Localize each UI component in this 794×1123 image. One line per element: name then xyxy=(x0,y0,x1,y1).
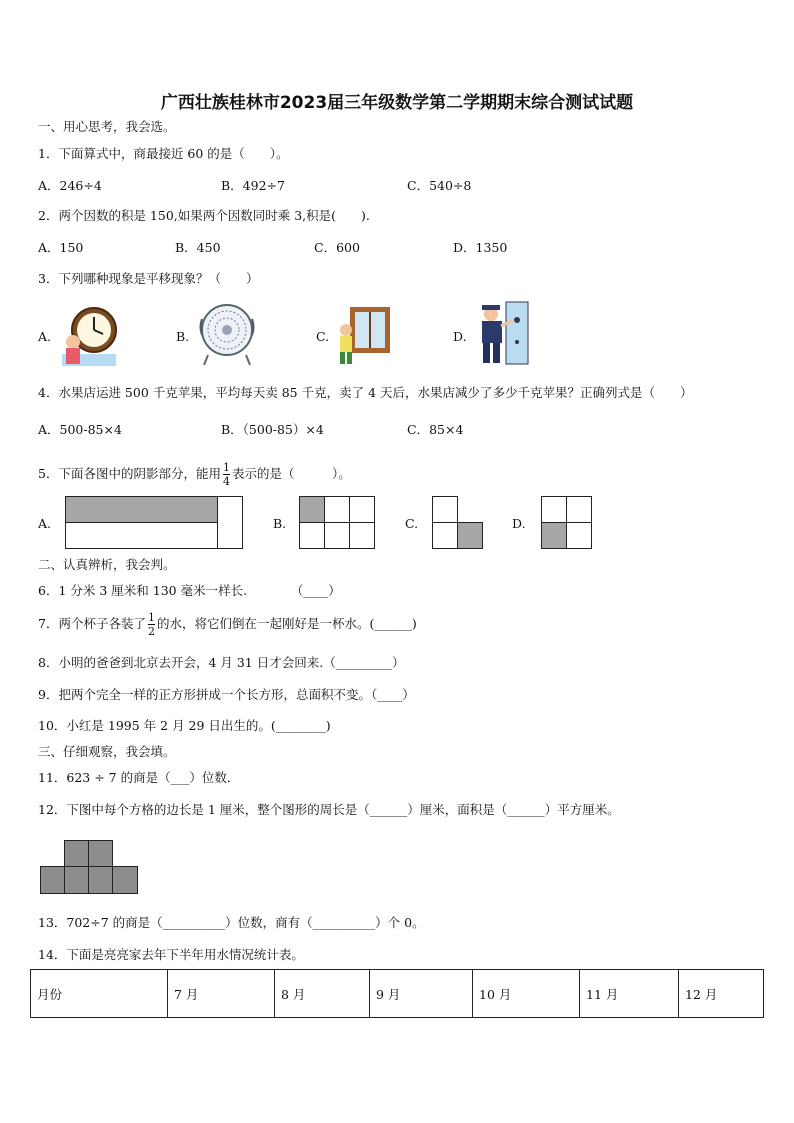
grid-cell xyxy=(349,522,375,549)
q7-text-after: 的水，将它们倒在一起刚好是一杯水。(______) xyxy=(156,616,417,631)
question-12: 12．下图中每个方格的边长是 1 厘米，整个图形的周长是（______）厘米，面积是（______）平方厘米。 xyxy=(38,802,620,817)
table-header-cell: 9 月 xyxy=(370,970,473,1018)
q1-option-a[interactable]: A．246÷4 xyxy=(38,178,102,193)
table-header-cell: 10 月 xyxy=(473,970,580,1018)
grid-cell xyxy=(541,522,567,549)
q4-option-c[interactable]: C．85×4 xyxy=(407,422,464,437)
question-4: 4．水果店运进 500 千克苹果，平均每天卖 85 千克，卖了 4 天后，水果店减少了多少千克苹果？正确列式是（ ） xyxy=(38,385,693,400)
grid-square xyxy=(112,866,138,894)
q5-text-after: 表示的是（ ）。 xyxy=(231,466,351,481)
q5-option-b[interactable]: B. xyxy=(273,516,287,531)
clock-picture-icon xyxy=(60,302,118,366)
question-2: 2．两个因数的积是 150,如果两个因数同时乘 3,积是( ). xyxy=(38,208,370,223)
q5-option-a[interactable]: A. xyxy=(38,516,52,531)
question-5 xyxy=(38,461,351,488)
q2-option-c[interactable]: C．600 xyxy=(314,240,360,255)
q1-option-c[interactable]: C．540÷8 xyxy=(407,178,472,193)
table-header-cell: 7 月 xyxy=(168,970,275,1018)
table-header-cell: 12 月 xyxy=(679,970,764,1018)
grid-cell xyxy=(457,522,483,549)
figure-a-bottom-cell xyxy=(65,522,218,549)
grid-cell xyxy=(566,522,592,549)
question-14: 14．下面是亮亮家去年下半年用水情况统计表。 xyxy=(38,947,304,962)
door-picture-icon xyxy=(474,300,532,366)
grid-square xyxy=(88,840,113,867)
question-11: 11．623 ÷ 7 的商是（___）位数． xyxy=(38,770,240,785)
water-usage-table xyxy=(30,969,764,1018)
figure-a-right-cell xyxy=(217,496,243,549)
q7-text-before: 7．两个杯子各装了 xyxy=(38,616,146,631)
q3-option-b[interactable]: B. xyxy=(176,329,190,344)
q2-option-a[interactable]: A．150 xyxy=(38,240,84,255)
section-1-heading: 一、用心思考，我会选。 xyxy=(38,119,176,134)
table-header-cell: 月份 xyxy=(31,970,168,1018)
section-3-heading: 三、仔细观察，我会填。 xyxy=(38,744,176,759)
grid-square xyxy=(64,840,89,867)
q7-fraction: $\frac{1}{2}$ xyxy=(147,611,155,638)
q4-option-b[interactable]: B．（500-85）×4 xyxy=(221,422,324,437)
grid-cell xyxy=(432,522,458,549)
section-2-heading: 二、认真辨析，我会判。 xyxy=(38,557,176,572)
figure-a-shaded-part xyxy=(65,496,218,523)
question-13: 13．702÷7 的商是（__________）位数，商有（__________）个 0。 xyxy=(38,915,425,930)
grid-cell xyxy=(299,496,325,523)
question-3: 3．下列哪种现象是平移现象？（ ） xyxy=(38,271,259,286)
q2-option-d[interactable]: D．1350 xyxy=(453,240,508,255)
q5-text-before: 5．下面各图中的阴影部分，能用 xyxy=(38,466,221,481)
table-row xyxy=(31,970,764,1018)
page-title: 广西壮族桂林市2023届三年级数学第二学期期末综合测试试题 xyxy=(160,93,634,113)
question-7 xyxy=(38,612,417,638)
window-picture-icon xyxy=(336,304,392,366)
question-1: 1．下面算式中，商最接近 60 的是（ ）。 xyxy=(38,146,289,161)
q4-option-a[interactable]: A．500-85×4 xyxy=(38,422,122,437)
grid-cell xyxy=(566,496,592,523)
fan-picture-icon xyxy=(198,297,256,367)
grid-cell xyxy=(541,496,567,523)
grid-cell xyxy=(299,522,325,549)
q5-option-c[interactable]: C. xyxy=(405,516,419,531)
question-6: 6．1 分米 3 厘米和 130 毫米一样长. （____） xyxy=(38,583,341,598)
grid-square xyxy=(88,866,113,894)
q3-option-c[interactable]: C. xyxy=(316,329,330,344)
grid-square xyxy=(40,866,65,894)
question-9: 9．把两个完全一样的正方形拼成一个长方形，总面积不变。（____） xyxy=(38,687,415,702)
q2-option-b[interactable]: B．450 xyxy=(175,240,221,255)
grid-cell xyxy=(324,496,350,523)
q3-option-a[interactable]: A. xyxy=(38,329,52,344)
table-header-cell: 8 月 xyxy=(275,970,370,1018)
grid-square xyxy=(64,866,89,894)
grid-cell xyxy=(349,496,375,523)
grid-cell xyxy=(432,496,458,523)
grid-cell xyxy=(324,522,350,549)
q3-option-d[interactable]: D. xyxy=(453,329,467,344)
question-10: 10．小红是 1995 年 2 月 29 日出生的。(________) xyxy=(38,718,331,733)
q1-option-b[interactable]: B．492÷7 xyxy=(221,178,285,193)
q5-fraction: $\frac{1}{4}$ xyxy=(222,461,230,488)
q5-option-d[interactable]: D. xyxy=(512,516,526,531)
table-header-cell: 11 月 xyxy=(580,970,679,1018)
question-8: 8．小明的爸爸到北京去开会，4 月 31 日才会回来.（_________） xyxy=(38,655,405,670)
